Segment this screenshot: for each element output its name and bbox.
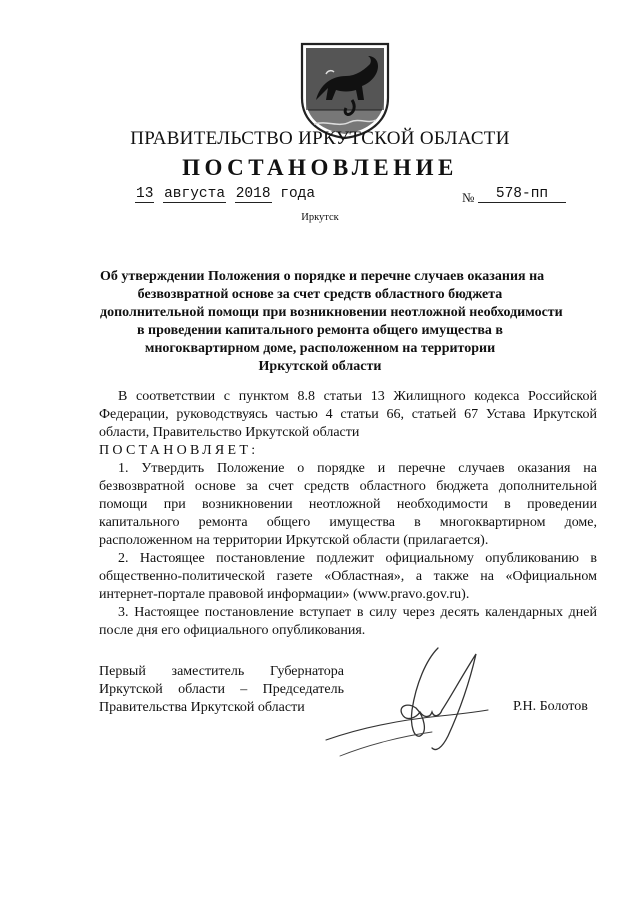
document-number: 578-пп	[478, 186, 566, 203]
position-line: Иркутской области – Председатель	[99, 682, 344, 697]
document-date	[135, 186, 315, 202]
document-type-title: ПОСТАНОВЛЕНИЕ	[182, 155, 458, 180]
signatory-name: Р.Н. Болотов	[513, 699, 588, 714]
irkutsk-coat-of-arms-emblem	[298, 40, 392, 140]
preamble-paragraph: В соответствии с пунктом 8.8 статьи 13 Жилищного кодекса Российской Федерации, руководствуясь частью 4 статьи 66, статьей 67 Устава Иркутской области, Правительство Иркутской области	[99, 389, 597, 440]
date-year: 2018	[235, 186, 271, 202]
date-day: 13	[136, 186, 154, 202]
subject-line: дополнительной помощи при возникновении неотложной необходимости	[100, 305, 563, 320]
subject-line: безвозвратной основе за счет средств областного бюджета	[137, 287, 503, 302]
document-subject	[100, 268, 563, 376]
document-body	[99, 388, 597, 640]
position-line: Первый заместитель Губернатора	[99, 664, 344, 679]
date-suffix: года	[280, 186, 316, 202]
signatory-position	[99, 663, 344, 717]
position-line: Правительства Иркутской области	[99, 700, 305, 715]
decree-item-3: 3. Настоящее постановление вступает в силу через десять календарных дней после дня его официального опубликования.	[99, 605, 597, 638]
handwritten-signature	[320, 640, 495, 770]
document-city: Иркутск	[301, 212, 339, 223]
subject-line: в проведении капитального ремонта общего имущества в	[137, 323, 503, 338]
subject-line: многоквартирном доме, расположенном на территории	[144, 341, 496, 356]
decree-item-1: 1. Утвердить Положение о порядке и перечне случаев оказания на безвозвратной основе за счет средств областного бюджета дополнительной помощи при возникновении неотложной необходимости в проведении капитального ремонта общего имущества в многоквартирном доме, расположенном на территории Иркутской области (прилагается).	[99, 461, 597, 548]
number-label: №	[462, 190, 475, 205]
decree-item-2: 2. Настоящее постановление подлежит официальному опубликованию в общественно-политической газете «Областная», а также на «Официальном интернет-портале правовой информации» (www.pravo.gov.ru).	[99, 551, 597, 602]
decree-heading: ПОСТАНОВЛЯЕТ:	[99, 443, 259, 458]
government-title: ПРАВИТЕЛЬСТВО ИРКУТСКОЙ ОБЛАСТИ	[130, 128, 510, 149]
subject-line: Об утверждении Положения о порядке и перечне случаев оказания на	[100, 269, 545, 284]
date-month: августа	[164, 186, 226, 202]
subject-line: Иркутской области	[258, 359, 382, 374]
